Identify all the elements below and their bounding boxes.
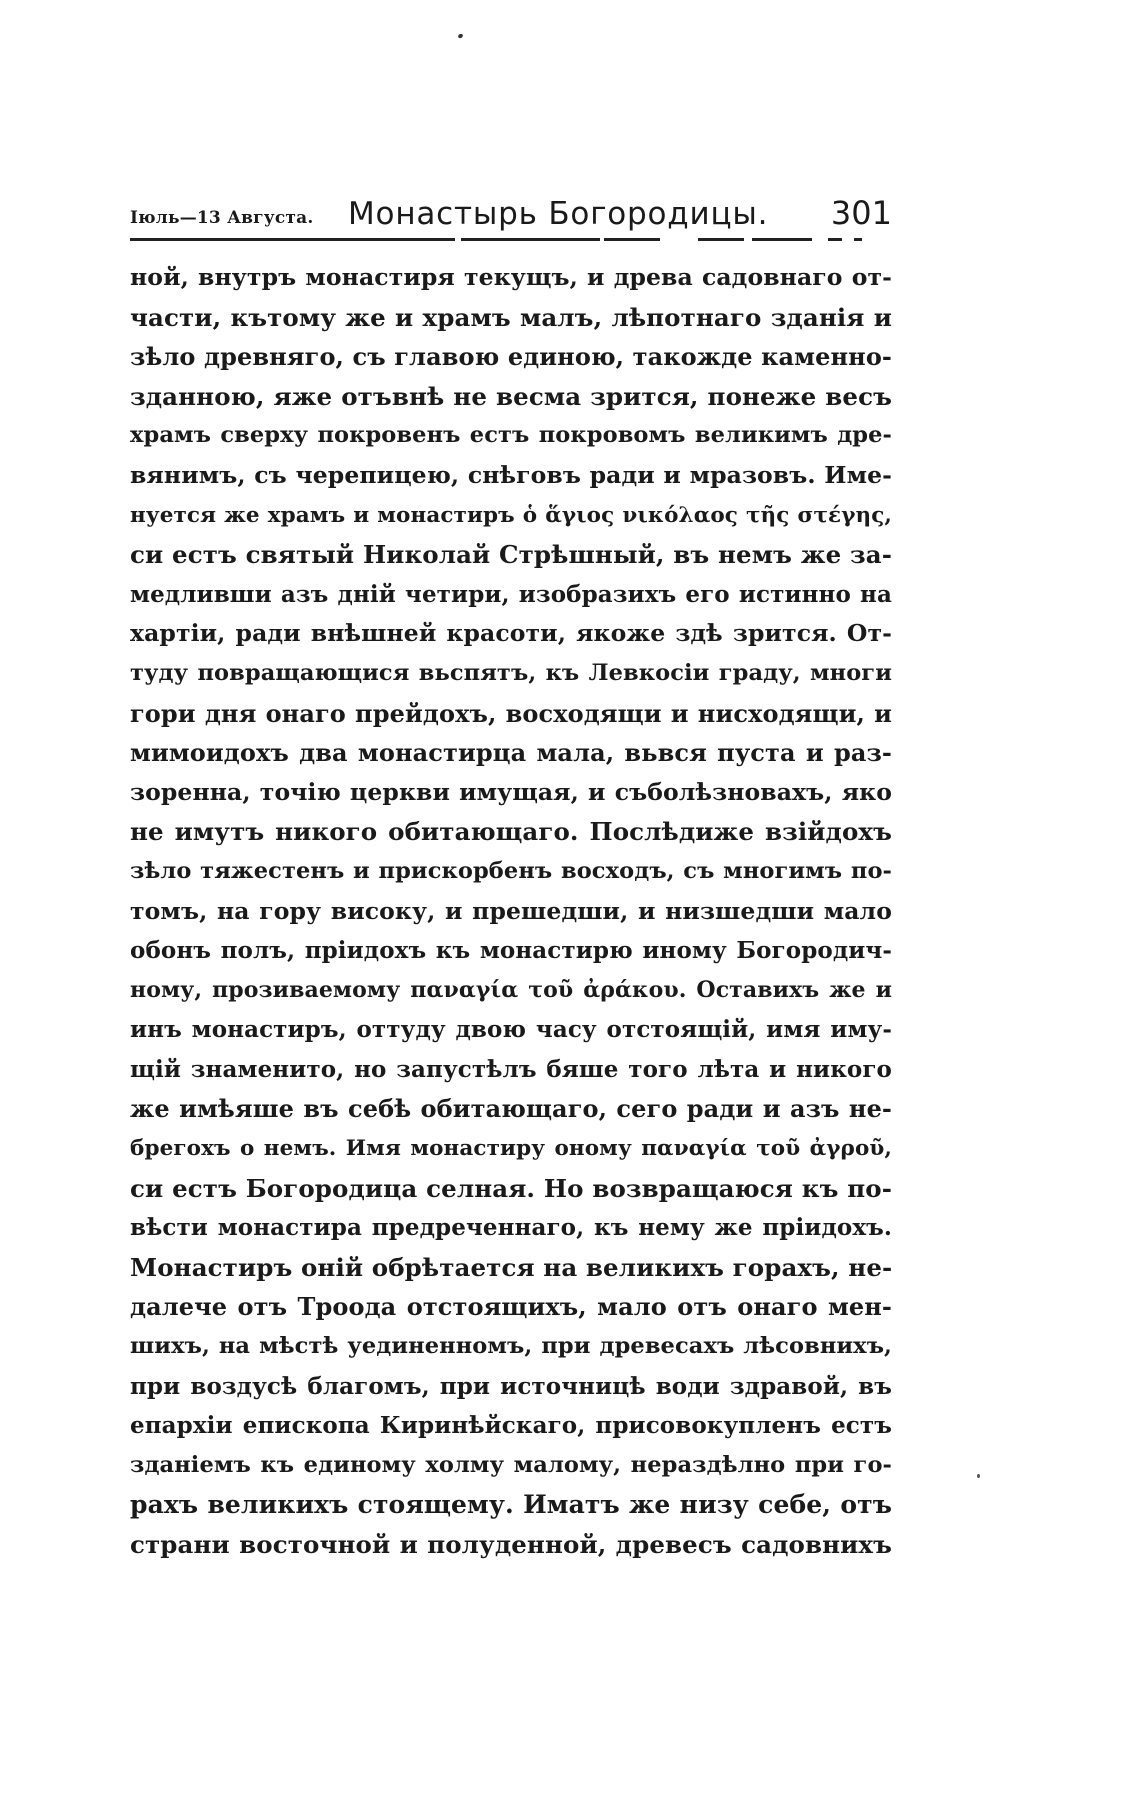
text-line: нуется же храмъ и монастиръ ὁ ἅγιος νικόλαος τῆς στέγης,	[130, 502, 892, 528]
text-line: храмъ сверху покровенъ естъ покровомъ великимъ дре-	[130, 422, 892, 449]
text-line: обонъ полъ, пріидохъ къ монастирю иному Богородич-	[130, 937, 892, 965]
rule-gap	[455, 237, 461, 242]
page-number: 301	[830, 194, 892, 232]
text-line: зоренна, точію церкви имущая, и съболѣзновахъ, яко	[130, 777, 892, 806]
text-line: страни восточной и полуденной, древесъ садовнихъ	[130, 1530, 892, 1559]
text-line: зданіемъ къ единому холму малому, нераздѣлно при го-	[130, 1451, 892, 1478]
text-line: зѣло тяжестенъ и прискорбенъ восходъ, съ многимъ по-	[130, 857, 892, 884]
rule-gap	[812, 237, 828, 242]
text-line: медливши азъ дній четири, изобразихъ его истинно на	[130, 580, 892, 608]
text-line: шихъ, на мѣстѣ уединенномъ, при древесахъ лѣсовнихъ,	[130, 1333, 892, 1360]
text-line: же имѣяше въ себѣ обитающаго, сего ради и азъ не-	[130, 1094, 892, 1124]
text-line: далече отъ Троода отстоящихъ, мало отъ онаго мен-	[130, 1292, 892, 1322]
rule-gap	[862, 237, 892, 242]
text-line: хартіи, ради внѣшней красоти, якоже здѣ зрится. От-	[130, 619, 892, 648]
rule-gap	[842, 237, 854, 242]
text-line: брегохъ о немъ. Имя монастиру оному παναγία τοῦ ἀγροῦ,	[130, 1136, 892, 1162]
text-line: Монастиръ оній обрѣтается на великихъ горахъ, не-	[130, 1252, 892, 1282]
text-line: вѣсти монастира предреченнаго, къ нему же пріидохъ.	[130, 1214, 892, 1242]
page-header	[130, 186, 892, 236]
text-line: щій знаменито, но запустѣлъ бяше того лѣта и никого	[130, 1055, 892, 1083]
text-line: части, кътому же и храмъ малъ, лѣпотнаго зданія и	[130, 302, 892, 332]
text-line: не имутъ никого обитающаго. Послѣдиже взійдохъ	[130, 817, 892, 847]
text-line: си естъ Богородица селная. Но возвращаюся къ по-	[130, 1173, 892, 1203]
rule-gap	[600, 237, 604, 242]
text-line: мимоидохъ два монастирца мала, вьвся пуста и раз-	[130, 738, 892, 768]
text-line: епархіи епископа Киринѣйскаго, присовокупленъ естъ	[130, 1412, 892, 1440]
text-line: зѣло древняго, съ главою единою, такожде каменно-	[130, 342, 892, 372]
rule-gap	[744, 237, 752, 242]
text-line: при воздусѣ благомъ, при источницѣ води здравой, въ	[130, 1372, 892, 1400]
ink-speck	[977, 1474, 980, 1478]
body-text	[130, 258, 892, 1565]
text-line: ному, прозиваемому παναγία τοῦ ἀράκου. Оставихъ же и	[130, 976, 892, 1003]
text-line: рахъ великихъ стоящему. Иматъ же низу себе, отъ	[130, 1490, 892, 1520]
running-head-title: Монастырь Богородицы.	[348, 196, 769, 232]
running-head-date: Іюль—13 Августа.	[130, 208, 314, 228]
header-rule	[130, 238, 892, 241]
text-line: си естъ святый Николай Стрѣшный, въ немъ же за-	[130, 540, 892, 570]
rule-gap	[660, 237, 698, 242]
text-line: вянимъ, съ черепицею, снѣговъ ради и мразовъ. Име-	[130, 460, 892, 489]
text-line: инъ монастиръ, оттуду двою часу отстоящій, имя иму-	[130, 1016, 892, 1044]
ink-speck	[457, 33, 463, 39]
text-line: томъ, на гору високу, и прешедши, и низшедши мало	[130, 896, 892, 925]
text-line: гори дня онаго прейдохъ, восходящи и нисходящи, и	[130, 698, 892, 728]
text-line: туду повращающися вьспятъ, къ Левкосіи граду, многи	[130, 659, 892, 686]
text-line: ной, внутръ монастиря текущъ, и древа садовнаго от-	[130, 263, 892, 291]
text-line: зданною, яже отъвнѣ не весма зрится, понеже весъ	[130, 381, 892, 411]
